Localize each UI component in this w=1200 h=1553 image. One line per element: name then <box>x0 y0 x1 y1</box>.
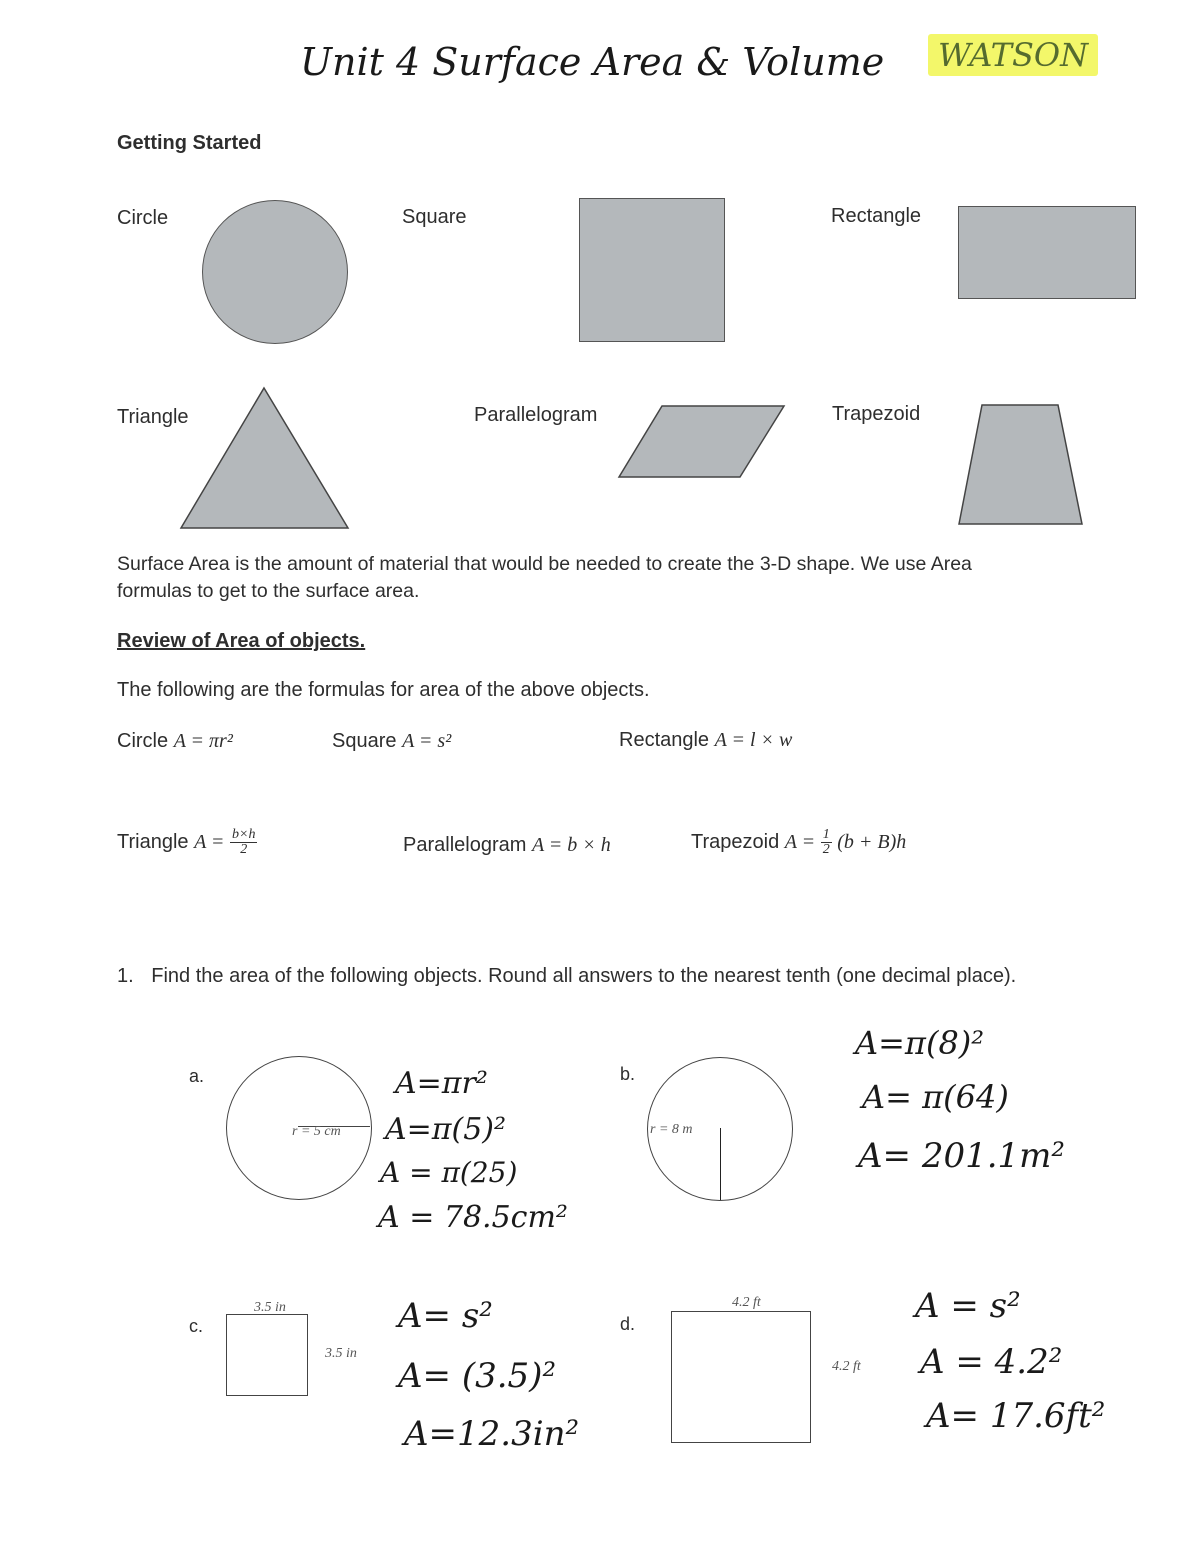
formula-triangle-label: Triangle <box>117 830 189 853</box>
problem-d-work-2: A = 4.2² <box>920 1342 1063 1382</box>
formula-triangle-den: 2 <box>240 842 248 857</box>
problem-d-work-3: A= 17.6ft² <box>926 1396 1106 1436</box>
formula-trapezoid-label: Trapezoid <box>691 830 780 853</box>
parallelogram-shape <box>618 405 786 479</box>
problem-a-work-1: A=πr² <box>395 1066 488 1101</box>
problem-c-work-2: A= (3.5)² <box>398 1356 557 1396</box>
formula-triangle <box>117 828 257 857</box>
problem-c-label: c. <box>189 1316 204 1336</box>
problem-d-label: d. <box>620 1314 636 1334</box>
problem-a-work-3: A = π(25) <box>380 1156 518 1189</box>
intro-line-1: Surface Area is the amount of material that would be needed to create the 3-D shape. We use Area <box>117 553 972 575</box>
circle-label: Circle <box>117 207 169 229</box>
formula-circle-expr: A = πr² <box>173 730 233 752</box>
formula-square-label: Square <box>332 730 397 752</box>
question-1-number: 1. <box>117 965 134 987</box>
problem-c-top-label: 3.5 in <box>254 1300 286 1315</box>
problem-b-label: b. <box>620 1064 636 1084</box>
problem-d-top-label: 4.2 ft <box>732 1295 761 1310</box>
formula-trapezoid-den: 2 <box>822 842 830 857</box>
review-heading: Review of Area of objects. <box>117 630 366 652</box>
problem-b-radius-label: r = 8 m <box>650 1122 693 1137</box>
getting-started-heading: Getting Started <box>117 132 262 154</box>
triangle-label: Triangle <box>117 406 189 428</box>
formula-parallelogram <box>403 834 611 857</box>
formula-trapezoid-fraction <box>821 828 832 857</box>
formula-circle <box>117 730 233 753</box>
square-shape <box>579 198 725 342</box>
triangle-shape <box>180 386 350 530</box>
problem-d-side-label: 4.2 ft <box>832 1359 861 1374</box>
question-1-text: Find the area of the following objects. Round all answers to the nearest tenth (one decimal place). <box>151 965 1017 987</box>
intro-line-2: formulas to get to the surface area. <box>117 580 420 602</box>
problem-d-work-1: A = s² <box>915 1286 1021 1326</box>
formula-rectangle <box>619 729 792 752</box>
formula-parallelogram-expr: A = b × h <box>531 834 611 856</box>
problem-b-work-1: A=π(8)² <box>855 1024 985 1062</box>
parallelogram-label: Parallelogram <box>474 404 598 426</box>
formula-square <box>332 730 451 753</box>
problem-a-work-4: A = 78.5cm² <box>378 1200 568 1235</box>
problem-b-radius-line <box>720 1128 721 1200</box>
problem-a-label: a. <box>189 1066 205 1086</box>
formula-triangle-num: b×h <box>232 827 256 842</box>
formula-trapezoid <box>691 828 906 857</box>
problem-c-work-3: A=12.3in² <box>404 1414 580 1454</box>
worksheet-title: Unit 4 Surface Area & Volume <box>300 40 885 84</box>
formula-trapezoid-num: 1 <box>822 827 830 842</box>
formula-square-expr: A = s² <box>402 730 452 752</box>
problem-a-radius-label: r = 5 cm <box>292 1124 341 1139</box>
formula-circle-label: Circle <box>117 730 169 752</box>
trapezoid-shape <box>958 404 1084 526</box>
formula-trapezoid-lhs: A = <box>784 830 816 853</box>
rectangle-shape <box>958 206 1136 299</box>
problem-b-work-3: A= 201.1m² <box>858 1136 1066 1176</box>
formula-rectangle-label: Rectangle <box>619 729 710 751</box>
problem-b-work-2: A= π(64) <box>862 1078 1009 1116</box>
formula-rectangle-expr: A = l × w <box>714 729 793 751</box>
problem-d-square <box>671 1311 811 1443</box>
problem-c-square <box>226 1314 308 1396</box>
rectangle-label: Rectangle <box>831 205 922 227</box>
problem-a-work-2: A=π(5)² <box>385 1112 507 1147</box>
formula-triangle-fraction <box>230 828 257 857</box>
trapezoid-label: Trapezoid <box>832 403 921 425</box>
circle-shape <box>202 200 348 344</box>
square-label: Square <box>402 206 467 228</box>
review-subtext: The following are the formulas for area of the above objects. <box>117 679 650 701</box>
question-1 <box>117 965 1016 988</box>
formula-triangle-lhs: A = <box>194 830 225 853</box>
formula-parallelogram-label: Parallelogram <box>403 834 527 856</box>
problem-c-side-label: 3.5 in <box>325 1346 357 1361</box>
problem-c-work-1: A= s² <box>398 1296 493 1336</box>
formula-trapezoid-rhs: (b + B)h <box>837 830 907 853</box>
student-name: WATSON <box>928 34 1098 76</box>
